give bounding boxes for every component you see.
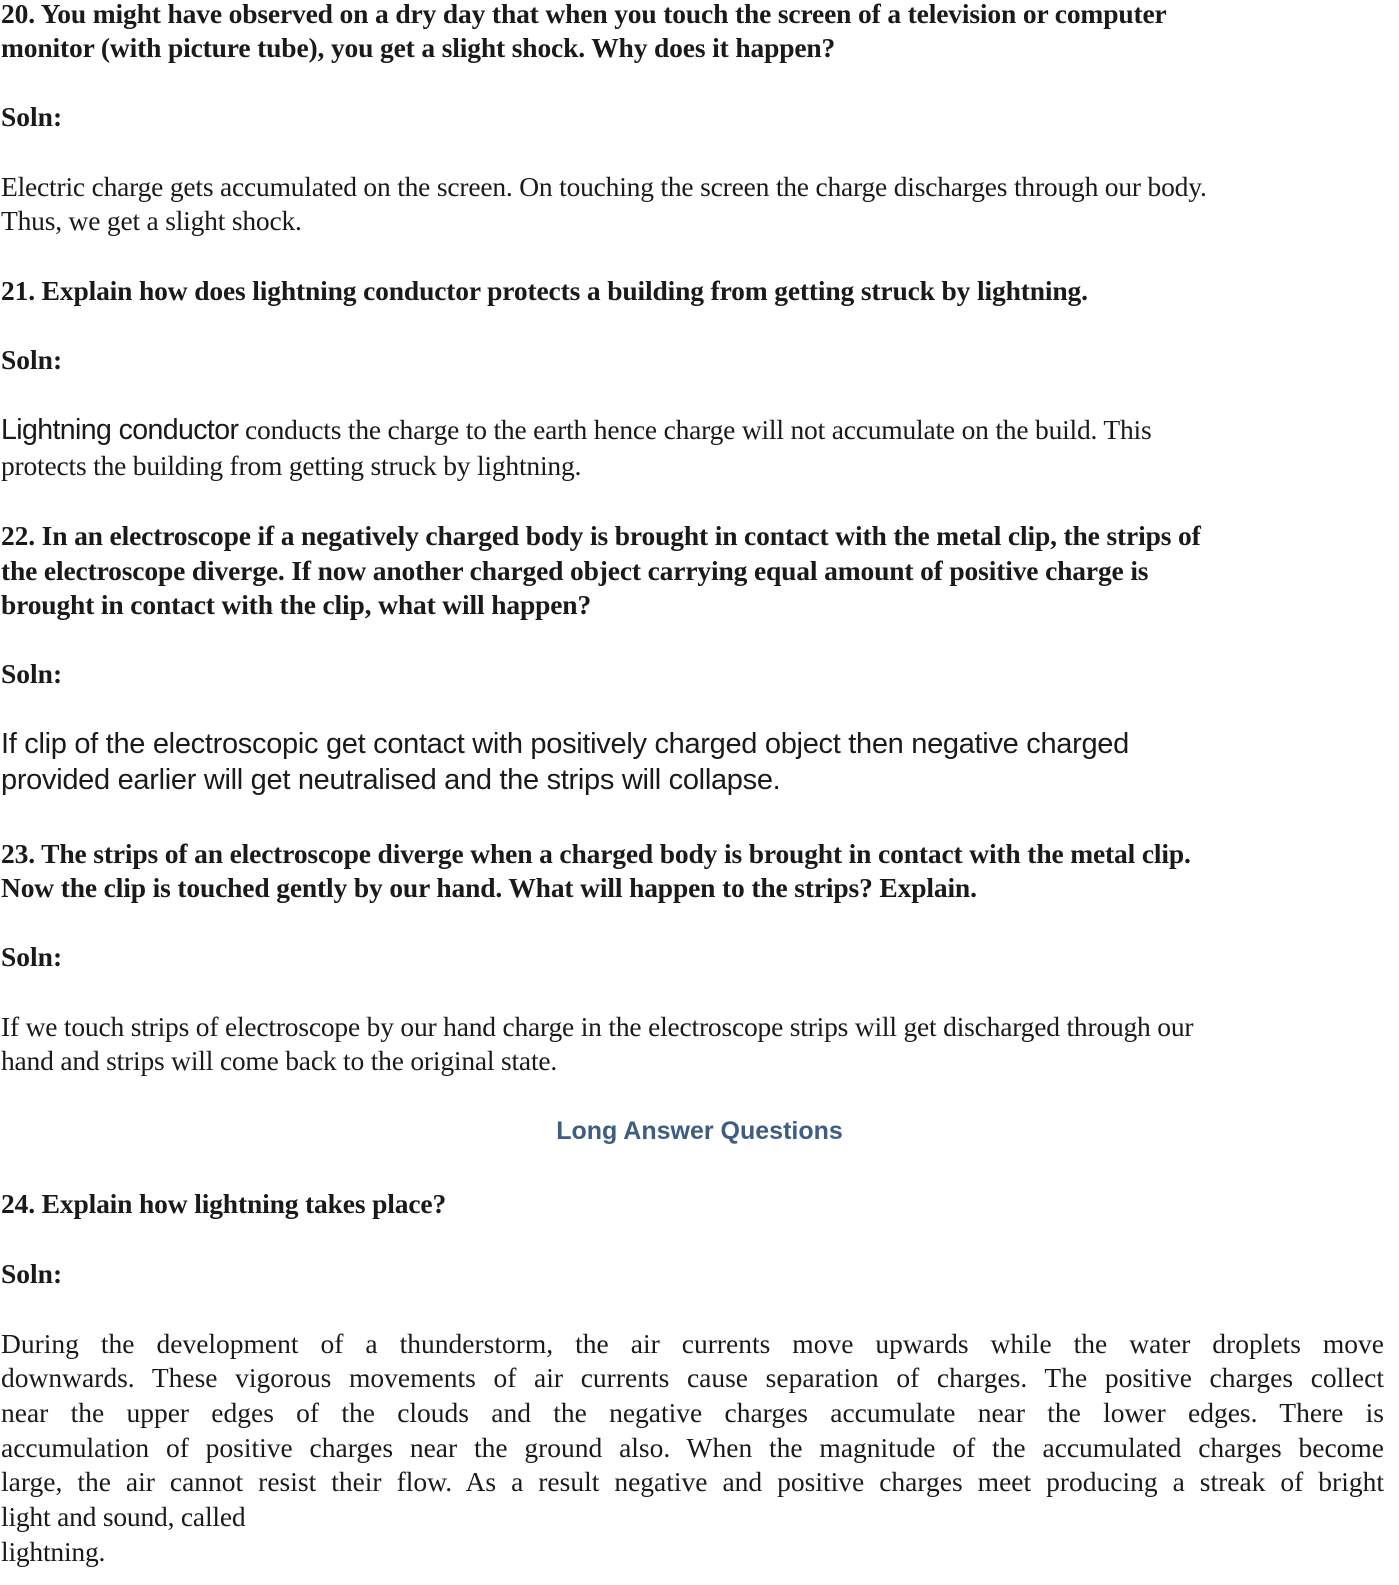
solution-label-23: Soln:	[1, 941, 63, 972]
question-20-line-1: 20. You might have observed on a dry day that when you touch the screen of a television or computer	[1, 0, 1167, 29]
question-22-line-3: brought in contact with the clip, what will happen?	[1, 589, 592, 620]
answer-21-line-2: protects the building from getting struck by lightning.	[1, 450, 582, 481]
answer-21-line-1	[1, 416, 1152, 445]
answer-23-line-1: If we touch strips of electroscope by our hand charge in the electroscope strips will get discharged through our	[1, 1011, 1194, 1042]
question-22-line-1: 22. In an electroscope if a negatively charged body is brought in contact with the metal clip, the strips of	[1, 520, 1201, 551]
answer-24-line-6: light and sound, called	[1, 1501, 246, 1532]
question-24-line-1: 24. Explain how lightning takes place?	[1, 1188, 447, 1219]
answer-20-line-2: Thus, we get a slight shock.	[1, 205, 302, 236]
answer-24-line-3: near the upper edges of the clouds and the negative charges accumulate near the lower edges. There is	[1, 1397, 1384, 1428]
answer-22-line-1: If clip of the electroscopic get contact with positively charged object then negative charged	[1, 728, 1129, 760]
answer-21-lead-text: Lightning conductor	[1, 414, 239, 446]
answer-24-line-4: accumulation of positive charges near the ground also. When the magnitude of the accumulated charges become	[1, 1432, 1384, 1463]
question-22-line-2: the electroscope diverge. If now another charged object carrying equal amount of positive charge is	[1, 555, 1149, 586]
question-21-line-1: 21. Explain how does lightning conductor protects a building from getting struck by lightning.	[1, 275, 1088, 306]
answer-24-line-2: downwards. These vigorous movements of air currents cause separation of charges. The positive charges collect	[1, 1362, 1384, 1393]
question-20-line-2: monitor (with picture tube), you get a slight shock. Why does it happen?	[1, 32, 836, 63]
answer-24-line-7: lightning.	[1, 1536, 106, 1567]
answer-24-line-1: During the development of a thunderstorm, the air currents move upwards while the water droplets move	[1, 1328, 1384, 1359]
question-23-line-1: 23. The strips of an electroscope diverge when a charged body is brought in contact with the metal clip.	[1, 838, 1191, 869]
question-23-line-2: Now the clip is touched gently by our hand. What will happen to the strips? Explain.	[1, 872, 977, 903]
answer-23-line-2: hand and strips will come back to the original state.	[1, 1045, 558, 1076]
solution-label-20: Soln:	[1, 101, 63, 132]
solution-label-22: Soln:	[1, 658, 63, 689]
answer-24-line-5: large, the air cannot resist their flow. As a result negative and positive charges meet producing a streak of bright	[1, 1466, 1384, 1497]
section-heading-long-answer: Long Answer Questions	[556, 1117, 843, 1145]
solution-label-21: Soln:	[1, 344, 63, 375]
answer-22-line-2: provided earlier will get neutralised and the strips will collapse.	[1, 764, 781, 796]
answer-20-line-1: Electric charge gets accumulated on the screen. On touching the screen the charge discharges through our body.	[1, 171, 1207, 202]
solution-label-24: Soln:	[1, 1258, 63, 1289]
answer-21-rest-text: conducts the charge to the earth hence charge will not accumulate on the build. This	[238, 414, 1152, 445]
